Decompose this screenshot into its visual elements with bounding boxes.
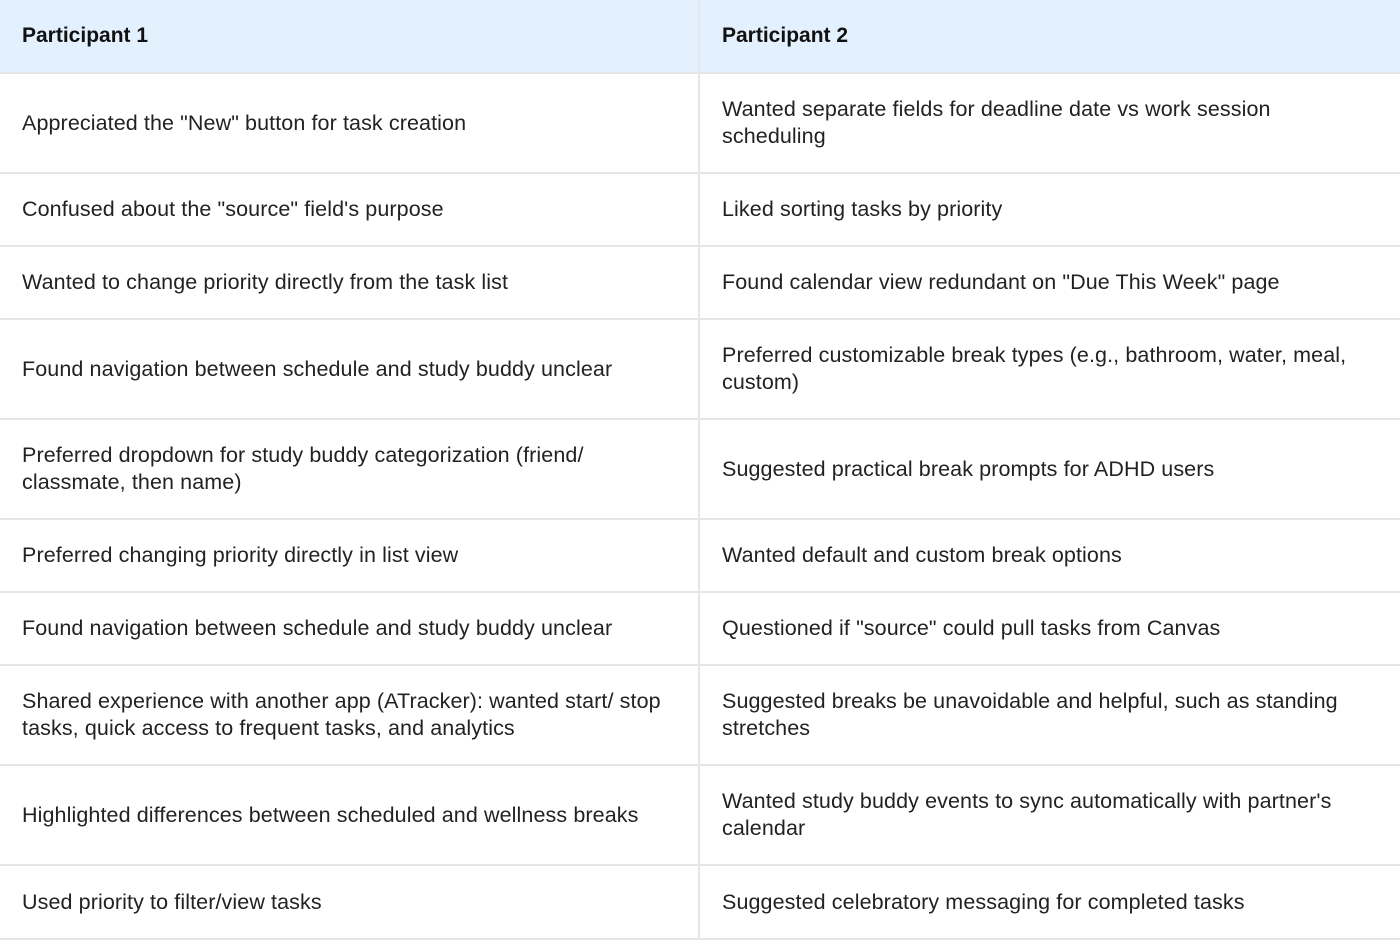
table-cell: Wanted to change priority directly from the task list [0, 246, 699, 319]
header-row [0, 0, 1400, 73]
table-row [0, 319, 1400, 419]
table-cell: Highlighted differences between scheduled and wellness breaks [0, 765, 699, 865]
table-cell: Shared experience with another app (ATracker): wanted start/ stop tasks, quick access to frequent tasks, and analytics [0, 665, 699, 765]
table-row [0, 865, 1400, 939]
table-row [0, 592, 1400, 665]
table-cell: Liked sorting tasks by priority [699, 173, 1400, 246]
table-cell: Found navigation between schedule and study buddy unclear [0, 592, 699, 665]
table-row [0, 173, 1400, 246]
column-header-participant-2: Participant 2 [699, 0, 1400, 73]
table-cell: Preferred dropdown for study buddy categorization (friend/ classmate, then name) [0, 419, 699, 519]
table-row [0, 419, 1400, 519]
table-cell: Used priority to filter/view tasks [0, 865, 699, 939]
table-row [0, 519, 1400, 592]
table-cell: Preferred customizable break types (e.g., bathroom, water, meal, custom) [699, 319, 1400, 419]
table-cell: Wanted study buddy events to sync automatically with partner's calendar [699, 765, 1400, 865]
table-row [0, 765, 1400, 865]
table-cell: Wanted separate fields for deadline date vs work session scheduling [699, 73, 1400, 173]
table-cell: Wanted default and custom break options [699, 519, 1400, 592]
table-row [0, 73, 1400, 173]
table-cell: Suggested practical break prompts for ADHD users [699, 419, 1400, 519]
table-row [0, 665, 1400, 765]
table-cell: Questioned if "source" could pull tasks from Canvas [699, 592, 1400, 665]
table-cell: Found calendar view redundant on "Due This Week" page [699, 246, 1400, 319]
table-row [0, 246, 1400, 319]
table-cell: Confused about the "source" field's purpose [0, 173, 699, 246]
column-header-participant-1: Participant 1 [0, 0, 699, 73]
table-cell: Found navigation between schedule and study buddy unclear [0, 319, 699, 419]
table-cell: Preferred changing priority directly in list view [0, 519, 699, 592]
table-cell: Suggested breaks be unavoidable and helpful, such as standing stretches [699, 665, 1400, 765]
table-cell: Suggested celebratory messaging for completed tasks [699, 865, 1400, 939]
table-cell: Appreciated the "New" button for task creation [0, 73, 699, 173]
